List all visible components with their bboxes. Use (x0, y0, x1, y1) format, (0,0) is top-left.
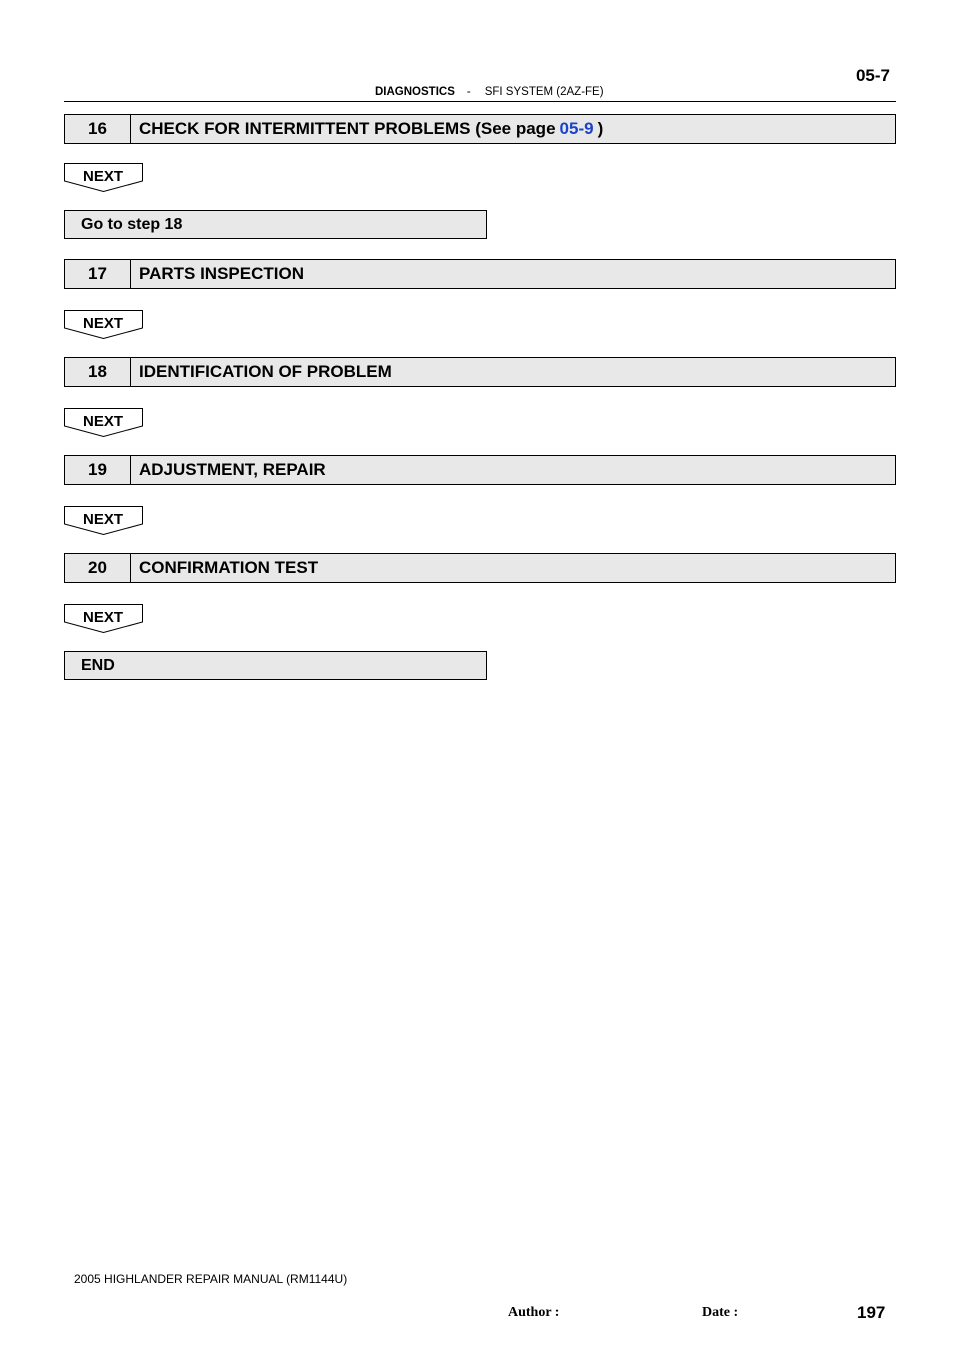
footer-date-label: Date : (702, 1305, 739, 1320)
end-box (64, 651, 487, 680)
next-label: NEXT (82, 511, 123, 528)
step-number: 20 (65, 554, 131, 582)
step-16-box (64, 114, 896, 144)
subsection-title: SFI SYSTEM (2AZ-FE) (484, 86, 604, 98)
next-label: NEXT (82, 168, 123, 185)
go-to-step-text: Go to step 18 (81, 215, 183, 233)
step-title (131, 115, 603, 143)
step-title: CONFIRMATION TEST (139, 558, 319, 577)
section-separator: - (466, 86, 471, 98)
next-arrow-badge (64, 310, 144, 339)
footer-page-number: 197 (857, 1303, 886, 1322)
step-title-suffix: ) (597, 119, 604, 138)
step-title: PARTS INSPECTION (139, 264, 304, 283)
step-title: ADJUSTMENT, REPAIR (139, 460, 326, 479)
step-number: 19 (65, 456, 131, 484)
end-text: END (81, 656, 115, 674)
next-arrow-badge (64, 163, 144, 192)
step-number: 17 (65, 260, 131, 288)
step-number: 16 (65, 115, 131, 143)
next-label: NEXT (82, 315, 123, 332)
step-18-box (64, 357, 896, 387)
step-19-box (64, 455, 896, 485)
step-20-box (64, 553, 896, 583)
section-header (375, 86, 604, 98)
next-label: NEXT (82, 609, 123, 626)
header-rule (64, 101, 896, 102)
next-arrow-badge (64, 604, 144, 633)
go-to-step-box (64, 210, 487, 239)
next-arrow-badge (64, 506, 144, 535)
step-17-box (64, 259, 896, 289)
footer-manual-title: 2005 HIGHLANDER REPAIR MANUAL (RM1144U) (74, 1272, 348, 1286)
section-title: DIAGNOSTICS (375, 86, 455, 98)
page-reference-link[interactable]: 05-9 (559, 119, 594, 138)
step-title-text: CHECK FOR INTERMITTENT PROBLEMS (See page (139, 119, 556, 138)
footer-author-label: Author : (508, 1305, 560, 1320)
step-number: 18 (65, 358, 131, 386)
next-label: NEXT (82, 413, 123, 430)
page-code: 05-7 (855, 66, 890, 85)
step-title: IDENTIFICATION OF PROBLEM (139, 362, 392, 381)
next-arrow-badge (64, 408, 144, 437)
